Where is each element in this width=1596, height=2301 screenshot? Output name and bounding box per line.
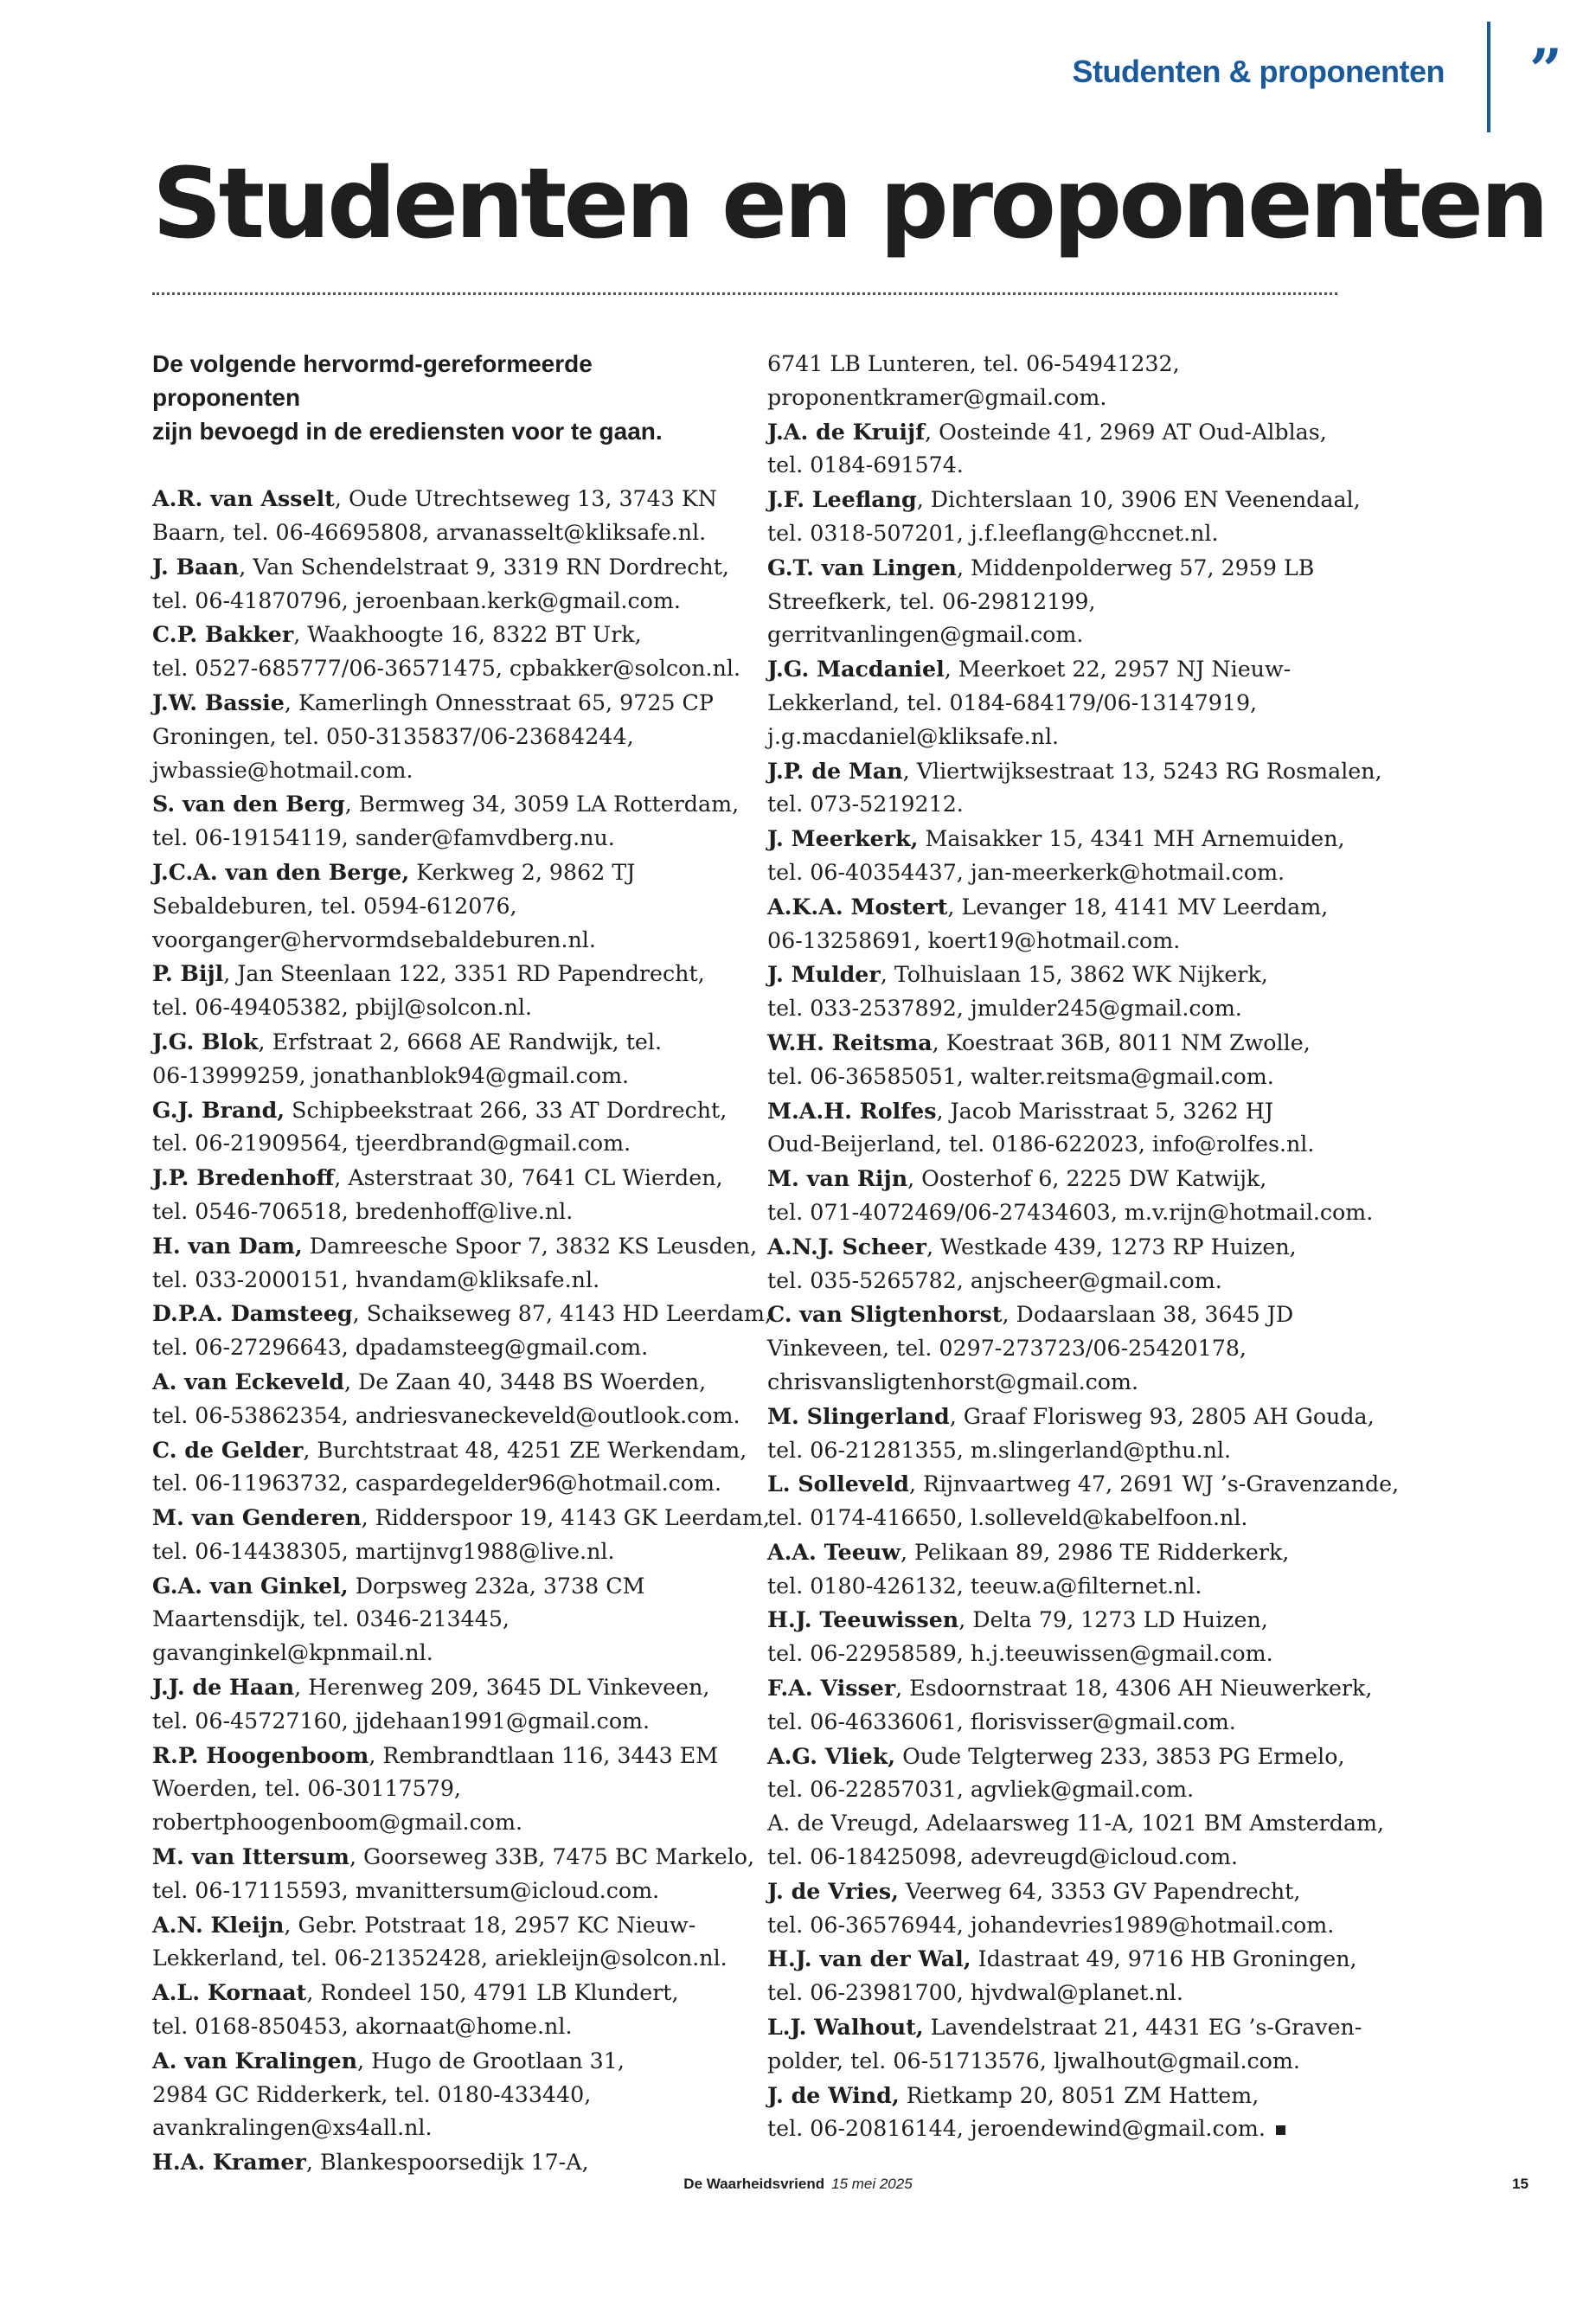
entry-line: tel. 06-18425098, adevreugd@icloud.com. <box>767 1844 1238 1870</box>
proponent-name: W.H. Reitsma <box>767 1029 933 1055</box>
proponent-entry <box>152 856 723 957</box>
proponent-name: J.J. de Haan <box>152 1674 295 1701</box>
entry-line: Streefkerk, tel. 06-29812199, <box>767 588 1096 614</box>
proponent-name: S. van den Berg <box>152 791 345 817</box>
entry-line: tel. 0318-507201, j.f.leeflang@hccnet.nl. <box>767 520 1219 546</box>
entry-line: Oud-Beijerland, tel. 0186-622023, info@rolfes.nl. <box>767 1131 1315 1157</box>
entry-line: tel. 0174-416650, l.solleveld@kabelfoon.nl. <box>767 1505 1248 1531</box>
entry-line: , Rijnvaartweg 47, 2691 WJ ’s-Gravenzande, <box>908 1471 1400 1497</box>
proponent-name: A.N.J. Scheer <box>767 1233 926 1259</box>
proponent-name: P. Bijl <box>152 960 224 987</box>
proponent-entry <box>767 1026 1338 1094</box>
entry-line: tel. 06-36585051, walter.reitsma@gmail.com. <box>767 1063 1274 1089</box>
entry-line: , Gebr. Potstraat 18, 2957 KC Nieuw- <box>284 1912 696 1938</box>
entry-line: , Rondeel 150, 4791 LB Klundert, <box>306 1980 679 2006</box>
proponent-entry <box>767 2010 1362 2079</box>
proponent-name: J.P. de Man <box>767 757 903 784</box>
header-divider <box>1487 22 1490 132</box>
proponent-name: H. van Dam, <box>152 1232 303 1259</box>
proponent-name: J. de Vries, <box>767 1877 899 1904</box>
entry-line: , Levanger 18, 4141 MV Leerdam, <box>947 894 1329 920</box>
proponent-entry <box>152 1161 723 1229</box>
proponent-name: G.A. van Ginkel, <box>152 1572 349 1599</box>
entry-line: , Esdoornstraat 18, 4306 AH Nieuwerkerk, <box>895 1676 1373 1702</box>
proponent-entry <box>152 1229 758 1298</box>
intro-line: zijn bevoegd in de erediensten voor te gaan. <box>152 417 663 445</box>
entry-line: , Kamerlingh Onnesstraat 65, 9725 CP <box>284 689 714 715</box>
proponent-entry <box>152 1433 747 1502</box>
entry-line: Vinkeveen, tel. 0297-273723/06-25420178, <box>767 1336 1247 1362</box>
entry-line: tel. 0546-706518, bredenhoff@live.nl. <box>152 1198 574 1224</box>
entry-line: , Rembrandtlaan 116, 3443 EM <box>369 1742 719 1768</box>
proponent-entry <box>767 1942 1357 2010</box>
proponent-name: R.P. Hoogenboom <box>152 1741 369 1768</box>
right-entry-list <box>767 348 1400 2146</box>
proponent-entry <box>152 1569 723 1670</box>
proponent-name: J. de Wind, <box>767 2081 900 2108</box>
page-number: 15 <box>1512 2176 1529 2192</box>
entry-line: tel. 06-20816144, jeroendewind@gmail.com. <box>767 2116 1266 2142</box>
proponent-name: M. van Rijn <box>767 1165 908 1192</box>
proponent-entry <box>152 686 723 787</box>
entry-line: , Blankespoorsedijk 17-A, <box>305 2150 589 2176</box>
entry-line: , Tolhuislaan 15, 3862 WK Nijkerk, <box>880 962 1268 988</box>
entry-line: tel. 06-36576944, johandevries1989@hotmail.com. <box>767 1912 1335 1938</box>
entry-line: Kerkweg 2, 9862 TJ <box>409 859 636 885</box>
entry-line: tel. 0180-426132, teeuw.a@filternet.nl. <box>767 1573 1202 1599</box>
entry-line: , Hugo de Grootlaan 31, <box>357 2048 625 2073</box>
entry-line: , Dichterslaan 10, 3906 EN Veenendaal, <box>916 487 1361 513</box>
entry-line: Maartensdijk, tel. 0346-213445, <box>152 1606 510 1632</box>
entry-line: , Koestraat 36B, 8011 NM Zwolle, <box>932 1029 1311 1055</box>
proponent-entry <box>767 348 1338 415</box>
proponent-name: J.F. Leeflang <box>767 486 917 513</box>
entry-line: , Westkade 439, 1273 RP Huizen, <box>926 1234 1297 1259</box>
entry-line: , Oosteinde 41, 2969 AT Oud-Alblas, <box>925 419 1327 445</box>
entry-line: Maisakker 15, 4341 MH Arnemuiden, <box>918 826 1345 852</box>
entry-line: , Graaf Florisweg 93, 2805 AH Gouda, <box>949 1403 1375 1429</box>
entry-line: 6741 LB Lunteren, tel. 06-54941232, <box>767 351 1180 376</box>
proponent-name: C.P. Bakker <box>152 621 294 648</box>
proponent-name: A.L. Kornaat <box>152 1979 307 2006</box>
publication-name: De Waarheidsvriend <box>683 2176 825 2192</box>
proponent-entry <box>767 1671 1373 1740</box>
intro-line: De volgende hervormd-gereformeerde proponenten <box>152 350 593 411</box>
proponent-entry <box>767 2079 1338 2147</box>
proponent-name: J.G. Macdaniel <box>767 656 945 683</box>
entry-line: tel. 071-4072469/06-27434603, m.v.rijn@hotmail.com. <box>767 1199 1374 1225</box>
page-title: Studenten en proponenten <box>152 148 1546 260</box>
entry-line: Idastraat 49, 9716 HB Groningen, <box>971 1946 1357 1972</box>
entry-line: , Delta 79, 1273 LD Huizen, <box>958 1607 1268 1633</box>
entry-line: tel. 06-22958589, h.j.teeuwissen@gmail.com. <box>767 1641 1273 1667</box>
proponent-entry <box>767 754 1382 823</box>
proponent-entry <box>767 1162 1374 1230</box>
section-label: Studenten & proponenten <box>1072 54 1445 89</box>
proponent-entry <box>152 1365 740 1433</box>
proponent-name: H.A. Kramer <box>152 2149 306 2176</box>
proponent-entry <box>767 415 1338 484</box>
entry-line: Lavendelstraat 21, 4431 EG ’s-Graven- <box>923 2015 1362 2041</box>
entry-line: , Bermweg 34, 3059 LA Rotterdam, <box>344 792 740 817</box>
proponent-entry <box>767 483 1361 551</box>
proponent-entry <box>152 1501 771 1569</box>
entry-line: , Pelikaan 89, 2986 TE Ridderkerk, <box>900 1539 1290 1565</box>
entry-line: 06-13999259, jonathanblok94@gmail.com. <box>152 1062 630 1088</box>
entry-line: tel. 06-21909564, tjeerdbrand@gmail.com. <box>152 1131 631 1157</box>
entry-line: Oude Telgterweg 233, 3853 PG Ermelo, <box>895 1743 1345 1769</box>
proponent-name: L. Solleveld <box>767 1471 909 1497</box>
entry-line: , Goorseweg 33B, 7475 BC Markelo, <box>349 1844 755 1870</box>
title-divider <box>152 292 1337 295</box>
entry-line: , Van Schendelstraat 9, 3319 RN Dordrecht, <box>239 554 729 580</box>
entry-line: tel. 06-17115593, mvanittersum@icloud.com. <box>152 1877 660 1903</box>
proponent-entry <box>767 1400 1375 1468</box>
entry-line: tel. 06-49405382, pbijl@solcon.nl. <box>152 995 533 1021</box>
end-mark-icon <box>1276 2125 1285 2135</box>
proponent-entry <box>767 1298 1338 1399</box>
entry-line: 06-13258691, koert19@hotmail.com. <box>767 927 1181 953</box>
entry-line: robertphoogenboom@gmail.com. <box>152 1810 522 1836</box>
publication-date: 15 mei 2025 <box>831 2176 913 2192</box>
proponent-name: G.T. van Lingen <box>767 554 957 580</box>
proponent-entry <box>152 482 723 550</box>
proponent-entry <box>767 1094 1338 1163</box>
left-column <box>152 348 772 2180</box>
entry-line: , Middenpolderweg 57, 2959 LB <box>956 554 1315 580</box>
proponent-entry <box>152 787 740 856</box>
proponent-entry <box>767 822 1345 890</box>
entry-line: Baarn, tel. 06-46695808, arvanasselt@kliksafe.nl. <box>152 519 707 545</box>
entry-line: , Jan Steenlaan 122, 3351 RD Papendrecht, <box>223 961 705 987</box>
proponent-name: G.J. Brand, <box>152 1096 285 1123</box>
proponent-name: C. de Gelder <box>152 1436 304 1463</box>
entry-line: A. de Vreugd, Adelaarsweg 11-A, 1021 BM Amsterdam, <box>767 1811 1385 1836</box>
proponent-entry <box>767 958 1338 1026</box>
entry-line: polder, tel. 06-51713576, ljwalhout@gmail.com. <box>767 2048 1300 2073</box>
proponent-name: F.A. Visser <box>767 1675 896 1702</box>
proponent-name: J. Baan <box>152 553 240 580</box>
entry-line: , Ridderspoor 19, 4143 GK Leerdam, <box>361 1505 771 1531</box>
proponent-entry <box>767 652 1338 753</box>
entry-line: tel. 0184-691574. <box>767 452 964 478</box>
right-column <box>767 348 1400 2146</box>
proponent-name: J.C.A. van den Berge, <box>152 858 410 885</box>
proponent-name: J. Mulder <box>767 961 881 988</box>
entry-line: tel. 06-45727160, jjdehaan1991@gmail.com. <box>152 1708 651 1734</box>
proponent-entry <box>152 1739 723 1840</box>
entry-line: tel. 033-2537892, jmulder245@gmail.com. <box>767 996 1242 1022</box>
proponent-entry <box>767 1230 1338 1298</box>
proponent-entry <box>767 1603 1338 1671</box>
proponent-entry <box>767 1740 1345 1808</box>
entry-line: tel. 033-2000151, hvandam@kliksafe.nl. <box>152 1266 600 1292</box>
proponent-name: J.W. Bassie <box>152 689 285 715</box>
proponent-name: M. van Ittersum <box>152 1843 349 1870</box>
proponent-entry <box>152 1025 723 1093</box>
proponent-name: D.P.A. Damsteeg <box>152 1300 353 1327</box>
footer-publication <box>0 2176 1596 2193</box>
proponent-entry <box>152 1670 723 1739</box>
proponent-name: L.J. Walhout, <box>767 2014 924 2041</box>
quote-mark-icon: ” <box>1529 36 1562 104</box>
proponent-name: J. Meerkerk, <box>767 825 919 852</box>
entry-line: tel. 06-19154119, sander@famvdberg.nu. <box>152 825 615 851</box>
entry-line: tel. 0168-850453, akornaat@home.nl. <box>152 2014 573 2040</box>
proponent-name: M.A.H. Rolfes <box>767 1097 937 1124</box>
entry-line: tel. 06-23981700, hjvdwal@planet.nl. <box>767 1980 1183 2006</box>
entry-line: tel. 06-22857031, agvliek@gmail.com. <box>767 1777 1195 1803</box>
proponent-name: A.N. Kleijn <box>152 1911 285 1938</box>
proponent-name: H.J. Teeuwissen <box>767 1606 959 1633</box>
proponent-name: J.A. de Kruijf <box>767 418 925 445</box>
entry-line: , Asterstraat 30, 7641 CL Wierden, <box>334 1165 723 1191</box>
entry-line: tel. 06-53862354, andriesvaneckeveld@outlook.com. <box>152 1402 740 1428</box>
proponent-name: A.A. Teeuw <box>767 1538 901 1565</box>
entry-line: Lekkerland, tel. 0184-684179/06-13147919, <box>767 689 1258 715</box>
proponent-name: H.J. van der Wal, <box>767 1945 971 1972</box>
entry-line: , Waakhoogte 16, 8322 BT Urk, <box>293 622 642 648</box>
entry-line: Schipbeekstraat 266, 33 AT Dordrecht, <box>285 1097 727 1123</box>
entry-line: gavanginkel@kpnmail.nl. <box>152 1640 433 1666</box>
entry-line: Groningen, tel. 050-3135837/06-23684244, <box>152 723 634 749</box>
entry-line: jwbassie@hotmail.com. <box>152 757 413 783</box>
proponent-entry <box>767 551 1338 652</box>
entry-line: Rietkamp 20, 8051 ZM Hattem, <box>899 2082 1259 2108</box>
entry-line: , Herenweg 209, 3645 DL Vinkeveen, <box>294 1675 710 1701</box>
entry-line: Damreesche Spoor 7, 3832 KS Leusden, <box>302 1233 758 1259</box>
proponent-entry <box>152 618 741 686</box>
entry-line: , Jacob Marisstraat 5, 3262 HJ <box>936 1098 1273 1124</box>
proponent-entry <box>152 2044 723 2145</box>
entry-line: proponentkramer@gmail.com. <box>767 384 1107 410</box>
proponent-name: A. van Eckeveld <box>152 1368 344 1394</box>
entry-line: , De Zaan 40, 3448 BS Woerden, <box>343 1368 707 1394</box>
proponent-entry <box>152 1976 723 2044</box>
proponent-entry <box>152 1297 772 1365</box>
entry-line: Woerden, tel. 06-30117579, <box>152 1776 461 1802</box>
proponent-name: A.K.A. Mostert <box>767 893 948 920</box>
entry-line: j.g.macdaniel@kliksafe.nl. <box>767 723 1060 749</box>
proponent-entry <box>767 1467 1400 1535</box>
entry-line: avankralingen@xs4all.nl. <box>152 2115 433 2141</box>
proponent-entry <box>767 1535 1338 1604</box>
intro-text <box>152 348 723 448</box>
proponent-name: A. van Kralingen <box>152 2047 358 2073</box>
entry-line: , Vliertwijksestraat 13, 5243 RG Rosmalen, <box>902 758 1382 784</box>
entry-line: tel. 06-40354437, jan-meerkerk@hotmail.com. <box>767 859 1285 885</box>
proponent-entry <box>152 1908 727 1977</box>
entry-line: tel. 035-5265782, anjscheer@gmail.com. <box>767 1267 1222 1293</box>
entry-line: voorganger@hervormdsebaldeburen.nl. <box>152 926 596 952</box>
entry-line: Lekkerland, tel. 06-21352428, ariekleijn@solcon.nl. <box>152 1945 727 1971</box>
entry-line: tel. 06-21281355, m.slingerland@pthu.nl. <box>767 1437 1231 1463</box>
entry-line: , Oude Utrechtseweg 13, 3743 KN <box>334 486 717 512</box>
entry-line: , Oosterhof 6, 2225 DW Katwijk, <box>907 1166 1267 1192</box>
entry-line: tel. 073-5219212. <box>767 792 964 817</box>
proponent-entry <box>152 957 723 1025</box>
proponent-name: M. van Genderen <box>152 1504 362 1531</box>
left-entry-list <box>152 482 772 2180</box>
entry-line: chrisvansligtenhorst@gmail.com. <box>767 1368 1139 1394</box>
entry-line: tel. 06-11963732, caspardegelder96@hotmail.com. <box>152 1471 722 1497</box>
proponent-name: A.R. van Asselt <box>152 485 335 512</box>
entry-line: Sebaldeburen, tel. 0594-612076, <box>152 893 517 919</box>
proponent-entry <box>767 1875 1338 1943</box>
entry-line: , Dodaarslaan 38, 3645 JD <box>1002 1302 1294 1328</box>
proponent-name: C. van Sligtenhorst <box>767 1301 1003 1328</box>
entry-line: tel. 06-14438305, martijnvg1988@live.nl. <box>152 1538 615 1564</box>
entry-line: tel. 06-27296643, dpadamsteeg@gmail.com. <box>152 1335 649 1361</box>
entry-line: , Meerkoet 22, 2957 NJ Nieuw- <box>944 657 1292 683</box>
entry-line: tel. 0527-685777/06-36571475, cpbakker@solcon.nl. <box>152 656 741 682</box>
proponent-entry <box>152 550 729 619</box>
entry-line: tel. 06-46336061, florisvisser@gmail.com. <box>767 1708 1236 1734</box>
entry-line: Veerweg 64, 3353 GV Papendrecht, <box>898 1878 1301 1904</box>
entry-line: , Erfstraat 2, 6668 AE Randwijk, tel. <box>258 1029 662 1054</box>
proponent-name: J.P. Bredenhoff <box>152 1164 335 1191</box>
proponent-entry <box>152 1093 727 1162</box>
proponent-entry <box>152 1840 755 1908</box>
proponent-name: J.G. Blok <box>152 1028 259 1054</box>
proponent-name: M. Slingerland <box>767 1402 950 1429</box>
proponent-entry <box>767 1807 1385 1875</box>
entry-line: gerritvanlingen@gmail.com. <box>767 622 1084 648</box>
entry-line: Dorpsweg 232a, 3738 CM <box>348 1573 645 1599</box>
entry-line: tel. 06-41870796, jeroenbaan.kerk@gmail.com. <box>152 587 681 613</box>
entry-line: 2984 GC Ridderkerk, tel. 0180-433440, <box>152 2081 592 2107</box>
entry-line: , Burchtstraat 48, 4251 ZE Werkendam, <box>303 1437 747 1463</box>
proponent-name: A.G. Vliek, <box>767 1742 896 1769</box>
proponent-entry <box>767 890 1338 958</box>
entry-line: , Schaikseweg 87, 4143 HD Leerdam, <box>352 1301 772 1327</box>
